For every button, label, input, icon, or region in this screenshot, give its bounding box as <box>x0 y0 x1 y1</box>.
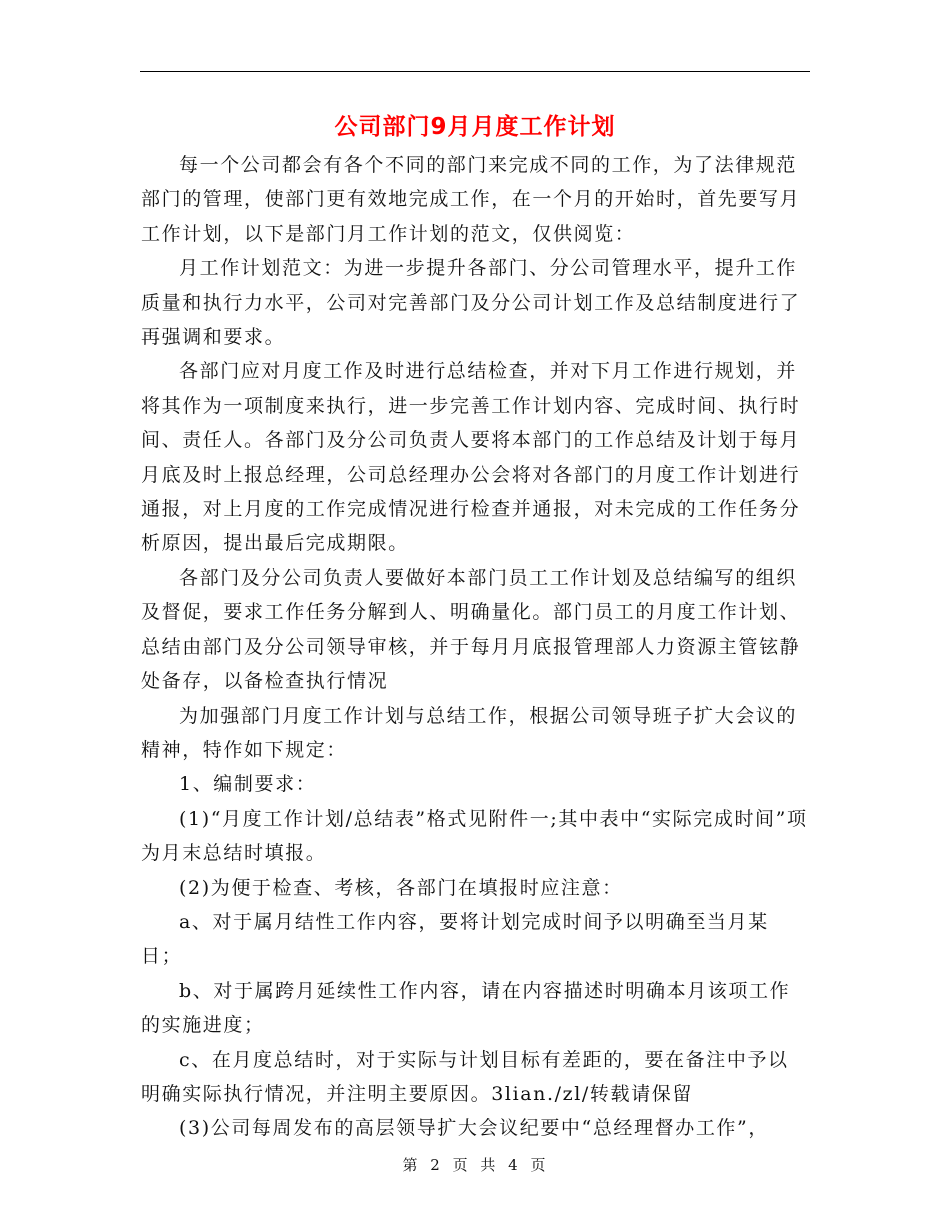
document-body <box>141 148 809 1146</box>
paragraph: c、在月度总结时，对于实际与计划目标有差距的，要在备注中予以明确实际执行情况，并注明主要原因。3lian./zl/转载请保留 <box>141 1048 789 1105</box>
paragraph: 各部门应对月度工作及时进行总结检查，并对下月工作进行规划，并将其作为一项制度来执行，进一步完善工作计划内容、完成时间、执行时间、责任人。各部门及分公司负责人要将本部门的工作总结及计划于每月月底及时上报总经理，公司总经理办公会将对各部门的月度工作计划进行通报，对上月度的工作完成情况进行检查并通报，对未完成的工作任务分析原因，提出最后完成期限。 <box>141 360 801 555</box>
page-number: 第 2 页 共 4 页 <box>402 1156 548 1174</box>
document-title: 公司部门9月月度工作计划 <box>334 114 616 140</box>
paragraph: b、对于属跨月延续性工作内容，请在内容描述时明确本月该项工作的实施进度； <box>141 979 791 1037</box>
paragraph: a、对于属月结性工作内容，要将计划完成时间予以明确至当月某日； <box>141 910 769 968</box>
paragraph: 每一个公司都会有各个不同的部门来完成不同的工作，为了法律规范部门的管理，使部门更有效地完成工作，在一个月的开始时，首先要写月工作计划，以下是部门月工作计划的范文，仅供阅览： <box>141 154 801 245</box>
paragraph: (1)“月度工作计划/总结表”格式见附件一;其中表中“实际完成时间”项为月末总结时填报。 <box>141 807 808 865</box>
header-rule <box>140 71 810 72</box>
paragraph: 1、编制要求： <box>179 773 317 796</box>
paragraph: (2)为便于检查、考核，各部门在填报时应注意： <box>179 876 623 899</box>
paragraph: 为加强部门月度工作计划与总结工作，根据公司领导班子扩大会议的精神，特作如下规定： <box>141 704 798 761</box>
paragraph: 月工作计划范文：为进一步提升各部门、分公司管理水平，提升工作质量和执行力水平，公司对完善部门及分公司计划工作及总结制度进行了再强调和要求。 <box>141 257 801 349</box>
paragraph: (3)公司每周发布的高层领导扩大会议纪要中“总经理督办工作”， <box>179 1117 769 1140</box>
paragraph: 各部门及分公司负责人要做好本部门员工工作计划及总结编写的组织及督促，要求工作任务分解到人、明确量化。部门员工的月度工作计划、总结由部门及分公司领导审核，并于每月月底报管理部人力资源主管铉静处备存，以备检查执行情况 <box>141 566 801 693</box>
